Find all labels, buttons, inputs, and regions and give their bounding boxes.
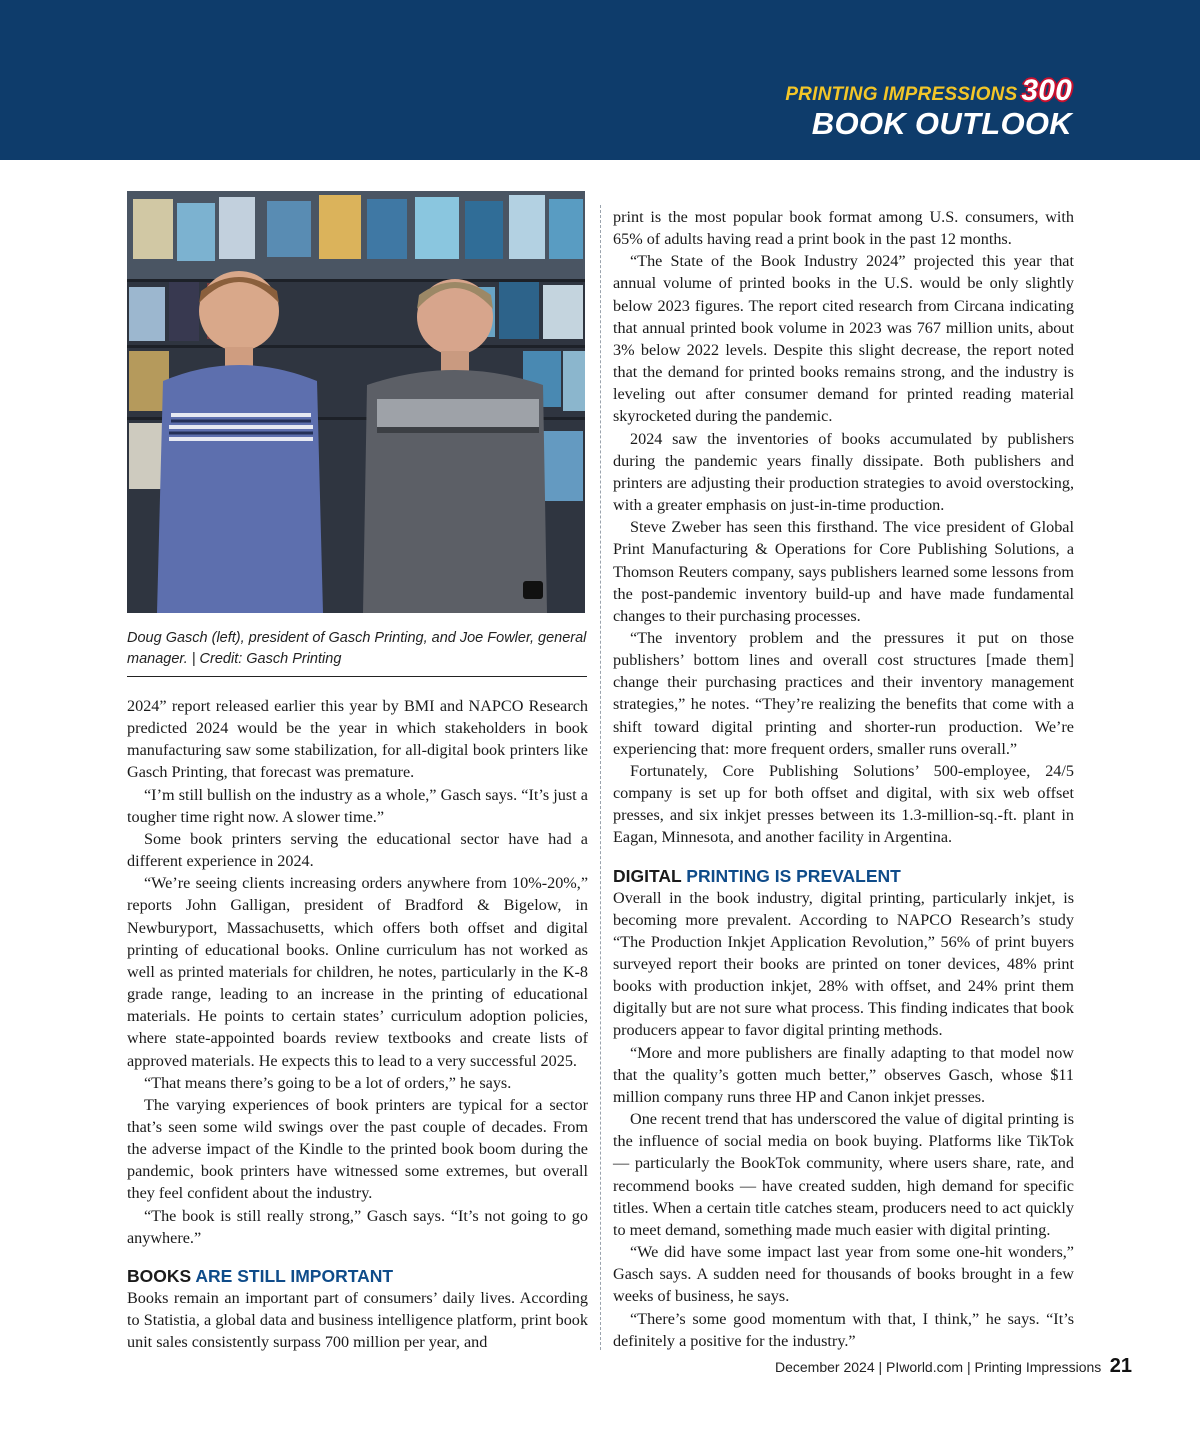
paragraph: “That means there’s going to be a lot of orders,” he says. [144, 1073, 512, 1092]
paragraph: 2024” report released earlier this year by BMI and NAPCO Research predicted 2024 would be the year in which stakeholders in book manufacturing saw some stabilization, for all-digital book printers like Gasch Printing, that forecast was premature. [127, 697, 588, 782]
paragraph: Fortunately, Core Publishing Solutions’ 500-employee, 24/5 company is set up for both offset and digital, with six web offset presses, and six inkjet presses between its 1.3-million-sq.-ft. plant in Eagan, Minnesota, and another facility in Argentina. [613, 761, 1074, 847]
article-photo [127, 191, 585, 613]
magazine-brand [785, 74, 1072, 142]
subheading-books: BOOKS ARE STILL IMPORTANT [127, 1265, 394, 1286]
footer-text: December 2024 | PIworld.com | Printing Impressions [775, 1359, 1102, 1375]
paragraph: “There’s some good momentum with that, I think,” he says. “It’s definitely a positive for the industry.” [613, 1309, 1074, 1350]
page-number: 21 [1109, 1355, 1132, 1377]
paragraph: “I’m still bullish on the industry as a whole,” Gasch says. “It’s just a tougher time right now. A slower time.” [127, 785, 588, 826]
paragraph: Some book printers serving the educational sector have had a different experience in 2024. [127, 829, 588, 871]
paragraph: “We did have some impact last year from some one-hit wonders,” Gasch says. A sudden need for thousands of books brought in a few weeks of business, he says. [613, 1243, 1074, 1306]
page-footer [700, 1355, 1132, 1378]
paragraph: One recent trend that has underscored the value of digital printing is the influence of social media on book buying. Platforms like TikTok — particularly the BookTok community, where users share, rate, and recommend books — have created sudden, high demand for specific titles. When a certain title catches steam, producers need to act quickly to meet demand, something made much easier with digital printing. [613, 1110, 1074, 1239]
header-banner [0, 0, 1200, 160]
paragraph: “More and more publishers are finally adapting to that model now that the quality’s gotten much better,” observes Gasch, whose $11 million company runs three HP and Canon inkjet presses. [613, 1043, 1074, 1106]
subheading-digital: DIGITAL PRINTING IS PREVALENT [613, 865, 901, 886]
paragraph: Steve Zweber has seen this firsthand. The vice president of Global Print Manufacturing & Operations for Core Publishing Solutions, a Thomson Reuters company, says publishers learned some lessons from the post-pandemic inventory build-up and have made fundamental changes to their purchasing processes. [613, 518, 1074, 625]
brand-title: PRINTING IMPRESSIONS 300 [785, 74, 1072, 107]
photo-illustration [127, 191, 585, 613]
paragraph: Books remain an important part of consumers’ daily lives. According to Statistia, a global data and business intelligence platform, print book unit sales consistently surpass 700 million per year, and [127, 1288, 588, 1352]
paragraph: “We’re seeing clients increasing orders anywhere from 10%-20%,” reports John Galligan, president of Bradford & Bigelow, in Newburyport, Massachusetts, which offers both offset and digital printing of educational books. Online curriculum has not worked as well as printed materials for children, he notes, particularly in the K-8 grade range, leading to an increase in the printing of educational materials. He points to certain states’ curriculum adoption policies, where state-appointed boards review textbooks and create lists of approved materials. He expects this to lead to a very successful 2025. [127, 874, 588, 1070]
right-column [613, 206, 1074, 1352]
brand-number: 300 [1021, 74, 1072, 107]
paragraph: The varying experiences of book printers are typical for a sector that’s seen some wild swings over the past couple of decades. From the adverse impact of the Kindle to the printed book boom during the pandemic, book printers have witnessed some extremes, but overall they feel confident about the industry. [127, 1095, 588, 1203]
left-column [127, 695, 588, 1353]
section-title: BOOK OUTLOOK [811, 106, 1072, 141]
paragraph: Overall in the book industry, digital printing, particularly inkjet, is becoming more prevalent. According to NAPCO Research’s study “The Production Inkjet Application Revolution,” 56% of print buyers surveyed report their books are printed on toner devices, 48% print books with production inkjet, 28% with offset, and 24% print them digitally but are not sure what process. This finding indicates that book producers appear to favor digital printing methods. [613, 888, 1074, 1040]
paragraph: “The inventory problem and the pressures it put on those publishers’ bottom lines and overall cost structures [made them] change their purchasing practices and their inventory management strategies,” he notes. “They’re realizing the benefits that come with a shift toward digital printing and shorter-run production. We’re experiencing that: more frequent orders, smaller runs overall.” [613, 628, 1074, 758]
paragraph: “The book is still really strong,” Gasch says. “It’s not going to go anywhere.” [127, 1206, 588, 1247]
photo-caption: Doug Gasch (left), president of Gasch Printing, and Joe Fowler, general manager. | Credit: Gasch Printing [127, 630, 587, 667]
column-divider [600, 205, 601, 1350]
paragraph: print is the most popular book format among U.S. consumers, with 65% of adults having read a print book in the past 12 months. [613, 208, 1074, 249]
paragraph: “The State of the Book Industry 2024” projected this year that annual volume of printed books in the U.S. would be only slightly below 2023 figures. The report cited research from Circana indicating that annual printed book volume in 2023 was 767 million units, about 3% below 2022 levels. Despite this slight decrease, the report noted that the demand for printed books remains strong, and the industry is leveling out after consumer demand for printed reading material skyrocketed during the pandemic. [613, 252, 1074, 426]
paragraph: 2024 saw the inventories of books accumulated by publishers during the pandemic years finally dissipate. Both publishers and printers are adjusting their production strategies to avoid overstocking, with a greater emphasis on just-in-time production. [613, 429, 1074, 515]
caption-divider [127, 676, 587, 677]
